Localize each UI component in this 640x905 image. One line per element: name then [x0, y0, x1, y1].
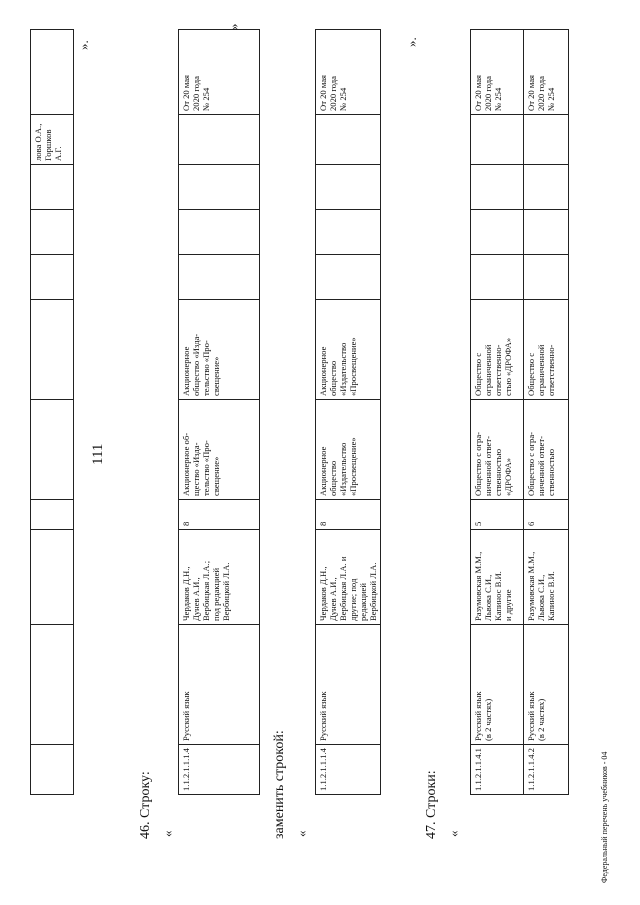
cell-authors: Чердаков Д.Н., Дунев А.И., Вербицкая Л.А.; под редакцией Вербицкой Л.А. [179, 530, 260, 625]
cell-order: От 20 мая 2020 года № 254 [524, 30, 569, 115]
cell-subject [31, 625, 74, 745]
cell-empty [31, 30, 74, 115]
cell-empty [179, 165, 260, 210]
cell-empty [316, 210, 381, 255]
footer-text: Федеральный перечень учебников - 04 [600, 751, 609, 883]
section-46-table [178, 29, 260, 795]
cell-authors: Разумовская М.М., Львова С.И., Капинос В.И. [524, 530, 569, 625]
cell-authors: Чердаков Д.Н., Дунев А.И., Вербицкая Л.А. и другие; под редакцией Вербицкой Л.А. [316, 530, 381, 625]
table-row [31, 30, 74, 795]
cell-empty [179, 115, 260, 165]
cell-empty [179, 255, 260, 300]
cell-empty [316, 165, 381, 210]
cell-publisher-short: Акционерное общество «Издательство «Просвещение» [316, 400, 381, 500]
cell-publisher-full: Общество с ограниченной ответственно- стью «ДРОФА» [471, 300, 524, 400]
cell-grade [31, 500, 74, 530]
cell-grade: 5 [471, 500, 524, 530]
table-row [524, 30, 569, 795]
cell-code: 1.1.2.1.1.4.1 [471, 745, 524, 795]
cell-grade: 8 [316, 500, 381, 530]
cell-publisher-full [31, 300, 74, 400]
cell-code: 1.1.2.1.1.1.4 [316, 745, 381, 795]
cell-authors [31, 530, 74, 625]
open-quote: « [160, 830, 175, 837]
cell-empty [316, 255, 381, 300]
cell-empty [316, 115, 381, 165]
cell-empty [524, 165, 569, 210]
cell-publisher-full: Акционерное общество «Издательство «Просвещение» [316, 300, 381, 400]
replacement-table [315, 29, 381, 795]
closing-quote: ». [404, 37, 419, 47]
replace-heading: заменить строкой: [272, 730, 287, 839]
cell-empty [471, 255, 524, 300]
cell-empty [31, 165, 74, 210]
table-row [471, 30, 524, 795]
page-number: 111 [90, 443, 106, 465]
cell-authors-continued: лова О.А., Горшков А.Г. [31, 115, 74, 165]
cell-empty [524, 115, 569, 165]
section-47-heading: 47. Строки: [424, 770, 439, 839]
cell-subject: Русский язык (в 2 частях) [524, 625, 569, 745]
cell-empty [179, 210, 260, 255]
cell-order: От 20 мая 2020 года № 254 [179, 30, 260, 115]
cell-publisher-short [31, 400, 74, 500]
cell-empty [524, 210, 569, 255]
closing-quote: ». [76, 40, 91, 50]
cell-empty [524, 255, 569, 300]
cell-publisher-short: Акционерное об- щество «Изда- тельство «Про- свещение» [179, 400, 260, 500]
table-row [179, 30, 260, 795]
open-quote: « [446, 830, 461, 837]
closing-quote: » [226, 23, 241, 30]
section-47-table [470, 29, 569, 795]
cell-grade: 8 [179, 500, 260, 530]
cell-publisher-full: Акционерное общество «Изда- тельство «Про- свещение» [179, 300, 260, 400]
cell-authors: Разумовская М.М., Львова С.И., Капинос В.И. и другие [471, 530, 524, 625]
cell-empty [471, 210, 524, 255]
continuation-table [30, 29, 74, 795]
cell-empty [31, 210, 74, 255]
cell-empty [471, 115, 524, 165]
cell-order: От 20 мая 2020 года № 254 [316, 30, 381, 115]
open-quote: « [294, 830, 309, 837]
cell-code: 1.1.2.1.1.1.4 [179, 745, 260, 795]
section-46-heading: 46. Строку: [138, 771, 153, 839]
cell-order: От 20 мая 2020 года № 254 [471, 30, 524, 115]
cell-subject: Русский язык [179, 625, 260, 745]
cell-empty [471, 165, 524, 210]
cell-grade: 6 [524, 500, 569, 530]
cell-code [31, 745, 74, 795]
cell-subject: Русский язык (в 2 частях) [471, 625, 524, 745]
cell-subject: Русский язык [316, 625, 381, 745]
cell-publisher-short: Общество с огра- ниченной ответ- ственностью [524, 400, 569, 500]
cell-empty [31, 255, 74, 300]
cell-code: 1.1.2.1.1.4.2 [524, 745, 569, 795]
cell-publisher-full: Общество с ограниченной ответственно- [524, 300, 569, 400]
cell-publisher-short: Общество с огра- ниченной ответ- ственностью «ДРОФА» [471, 400, 524, 500]
table-row [316, 30, 381, 795]
